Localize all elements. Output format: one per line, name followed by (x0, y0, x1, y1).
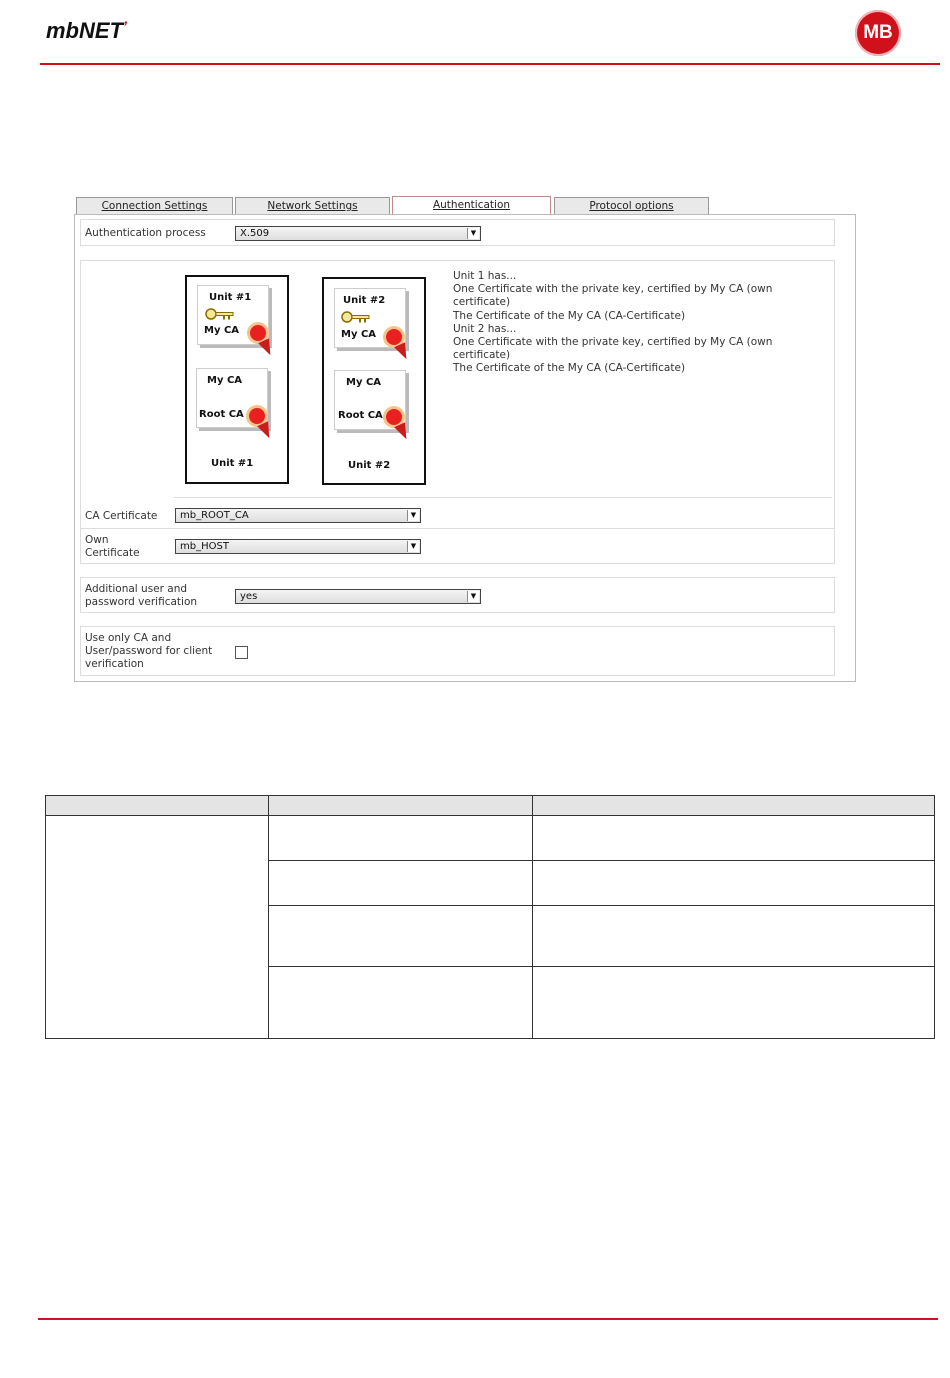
footer-rule (38, 1318, 938, 1320)
separator (80, 528, 835, 529)
auth-process-label: Authentication process (85, 227, 206, 239)
desc-line: One Certificate with the private key, certified by My CA (own (453, 283, 773, 296)
tab-label: Network Settings (267, 200, 358, 212)
unit2-caption: Unit #2 (348, 460, 391, 471)
label-line: Use only CA and (85, 632, 172, 644)
table-cell (533, 967, 935, 1039)
label-line: User/password for client (85, 645, 213, 657)
dropdown-arrow-icon: ▼ (467, 591, 479, 602)
unit1-ca-issuer: Root CA (199, 409, 244, 420)
table-header-row (46, 796, 935, 816)
tab-label: Connection Settings (101, 200, 208, 212)
tab-connection-settings[interactable] (76, 197, 233, 214)
own-certificate-select[interactable] (175, 539, 421, 554)
table-header-cell (46, 796, 269, 816)
unit1-ca-title: My CA (207, 375, 243, 386)
additional-verification-select[interactable] (235, 589, 481, 604)
key-icon (205, 307, 235, 321)
tab-network-settings[interactable] (235, 197, 390, 214)
desc-line: The Certificate of the My CA (CA-Certificate) (453, 362, 686, 375)
table-cell (269, 967, 533, 1039)
additional-verification-label (85, 583, 197, 609)
auth-process-select[interactable] (235, 226, 481, 241)
unit2-ca-issuer: Root CA (338, 410, 383, 421)
table-cell (46, 816, 269, 1039)
table-cell (533, 816, 935, 861)
separator (174, 497, 832, 498)
tab-authentication[interactable] (392, 196, 551, 215)
desc-line: certificate) (453, 296, 511, 309)
ca-certificate-label: CA Certificate (85, 510, 158, 522)
auth-process-value: X.509 (240, 228, 270, 239)
label-line: Own (85, 534, 109, 546)
mbnet-logo (46, 18, 127, 44)
label-line: Additional user and (85, 583, 188, 595)
mb-badge-logo (855, 10, 901, 56)
table-cell (269, 816, 533, 861)
seal-icon (386, 409, 402, 425)
seal-icon (250, 325, 266, 341)
unit1-cert-title: Unit #1 (209, 292, 252, 303)
desc-line: Unit 1 has... (453, 270, 517, 282)
label-line: verification (85, 658, 144, 670)
badge-text: MB (863, 22, 893, 43)
tab-protocol-options[interactable] (554, 197, 709, 214)
seal-icon (249, 408, 265, 424)
label-line: Certificate (85, 547, 140, 559)
use-only-ca-checkbox[interactable] (235, 646, 248, 659)
table-cell (269, 861, 533, 906)
tab-label: Protocol options (589, 200, 674, 212)
table-row (46, 816, 935, 861)
logo-text: mbNET (46, 18, 123, 43)
unit2-cert-issuer: My CA (341, 329, 377, 340)
own-certificate-label (85, 534, 140, 560)
desc-line: One Certificate with the private key, certified by My CA (own (453, 336, 773, 349)
table-header-cell (269, 796, 533, 816)
ca-certificate-value: mb_ROOT_CA (180, 510, 249, 521)
parameter-table (45, 795, 935, 1039)
label-line: password verification (85, 596, 198, 608)
tab-label: Authentication (432, 199, 511, 211)
logo-tick: ’ (123, 18, 127, 34)
table-header-cell (533, 796, 935, 816)
desc-line: The Certificate of the My CA (CA-Certificate) (453, 309, 686, 322)
unit2-cert-title: Unit #2 (343, 295, 386, 306)
dropdown-arrow-icon: ▼ (467, 228, 479, 239)
desc-line: certificate) (453, 349, 511, 362)
table-cell (269, 906, 533, 967)
certificate-description (453, 270, 823, 376)
key-icon (341, 310, 371, 324)
unit1-caption: Unit #1 (211, 458, 254, 469)
table-cell (533, 861, 935, 906)
additional-verification-value: yes (240, 591, 258, 602)
ca-certificate-select[interactable] (175, 508, 421, 523)
header-rule (40, 63, 940, 65)
unit1-cert-issuer: My CA (204, 325, 240, 336)
seal-icon (386, 329, 402, 345)
dropdown-arrow-icon: ▼ (407, 510, 419, 521)
dropdown-arrow-icon: ▼ (407, 541, 419, 552)
desc-line: Unit 2 has... (453, 322, 517, 335)
use-only-ca-label (85, 632, 212, 671)
unit2-ca-title: My CA (346, 377, 382, 388)
own-certificate-value: mb_HOST (180, 541, 229, 552)
table-cell (533, 906, 935, 967)
